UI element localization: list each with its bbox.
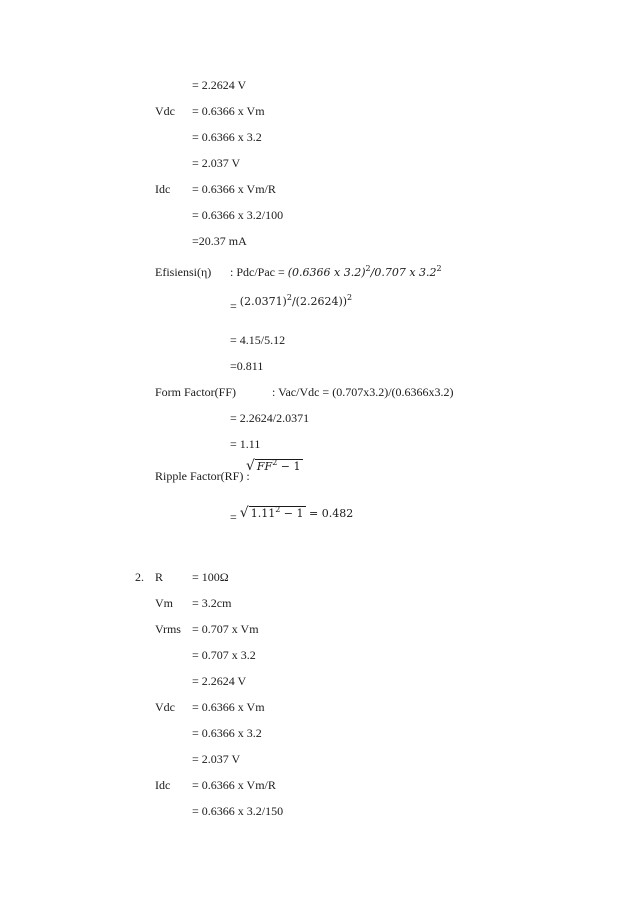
ripple-factor-exponent: 2: [272, 458, 278, 467]
vrms-label: Vrms: [155, 622, 181, 636]
ripple-factor-base: FF: [256, 460, 273, 473]
efficiency-math: [288, 266, 442, 279]
vdc-result: = 2.037 V: [192, 156, 241, 170]
efficiency-math-numerator: (0.6366 x 3.2): [287, 266, 366, 279]
ripple-factor-formula: [246, 459, 303, 474]
sqrt-icon: √: [246, 458, 255, 474]
vrms-result: = 2.2624 V: [192, 78, 247, 92]
vdc-equation-2-2: = 0.6366 x 3.2: [192, 726, 262, 740]
vdc-result-2: = 2.037 V: [192, 752, 241, 766]
vdc-label: Vdc: [155, 104, 175, 118]
form-factor-step: = 2.2624/2.0371: [230, 411, 310, 425]
idc-label: Idc: [155, 182, 171, 196]
idc-equation-1-2: = 0.6366 x Vm/R: [192, 778, 276, 792]
ripple-factor-step: [230, 505, 354, 524]
ripple-factor-step-base: 1.11: [250, 507, 276, 520]
efficiency-math-exponent-2: 2: [436, 264, 442, 273]
efficiency-math-separator: /0.707 x 3.2: [370, 266, 437, 279]
efficiency-step-1-term: (2.0371): [239, 295, 287, 308]
r-label: R: [155, 570, 164, 584]
vdc-label-2: Vdc: [155, 700, 175, 714]
ripple-factor-step-math: [240, 507, 353, 520]
ripple-factor-step-tail: − 1: [280, 507, 304, 520]
efficiency-result: =0.811: [230, 359, 264, 373]
vdc-equation-1: = 0.6366 x Vm: [192, 104, 265, 118]
vrms-result-2: = 2.2624 V: [192, 674, 247, 688]
vrms-equation-1: = 0.707 x Vm: [192, 622, 259, 636]
idc-result: =20.37 mA: [192, 234, 247, 248]
ripple-factor-step-exponent: 2: [275, 505, 281, 514]
efficiency-step-1-equals: =: [230, 299, 237, 313]
r-value: = 100Ω: [192, 570, 229, 584]
vdc-equation-2: = 0.6366 x 3.2: [192, 130, 262, 144]
efficiency-formula: [230, 265, 442, 280]
efficiency-step-1: [230, 293, 353, 313]
idc-equation-1: = 0.6366 x Vm/R: [192, 182, 276, 196]
idc-equation-2-2: = 0.6366 x 3.2/150: [192, 804, 284, 818]
efficiency-step-1-middle: /(2.2624)): [291, 295, 348, 308]
ripple-factor-tail: − 1: [277, 460, 301, 473]
efficiency-math-exponent-1: 2: [365, 264, 371, 273]
efficiency-step-1-exponent-1: 2: [286, 293, 292, 302]
form-factor-label: Form Factor(FF): [155, 385, 236, 399]
efficiency-step-1-exponent-2: 2: [347, 293, 353, 302]
ripple-factor-step-radicand: [249, 506, 306, 520]
vdc-equation-1-2: = 0.6366 x Vm: [192, 700, 265, 714]
efficiency-label: Efisiensi(η): [155, 265, 212, 279]
efficiency-step-2: = 4.15/5.12: [230, 333, 286, 347]
ripple-factor-radicand: [255, 459, 303, 473]
sqrt-icon: √: [239, 505, 249, 521]
efficiency-step-1-math: [240, 295, 352, 308]
form-factor-formula: : Vac/Vdc = (0.707x3.2)/(0.6366x3.2): [272, 385, 454, 399]
section-2-number: 2.: [135, 570, 144, 584]
idc-equation-2: = 0.6366 x 3.2/100: [192, 208, 284, 222]
ripple-factor-label: Ripple Factor(RF) :: [155, 469, 250, 483]
form-factor-result: = 1.11: [230, 437, 261, 451]
idc-label-2: Idc: [155, 778, 171, 792]
efficiency-formula-prefix: : Pdc/Pac =: [230, 265, 285, 279]
ripple-factor-step-sqrt: [240, 506, 306, 521]
vm-label: Vm: [155, 596, 173, 610]
vrms-equation-2: = 0.707 x 3.2: [192, 648, 256, 662]
ripple-factor-sqrt: [246, 459, 303, 474]
ripple-factor-step-equals: =: [230, 510, 237, 524]
vm-value: = 3.2cm: [192, 596, 232, 610]
ripple-factor-step-result: = 0.482: [305, 507, 354, 520]
